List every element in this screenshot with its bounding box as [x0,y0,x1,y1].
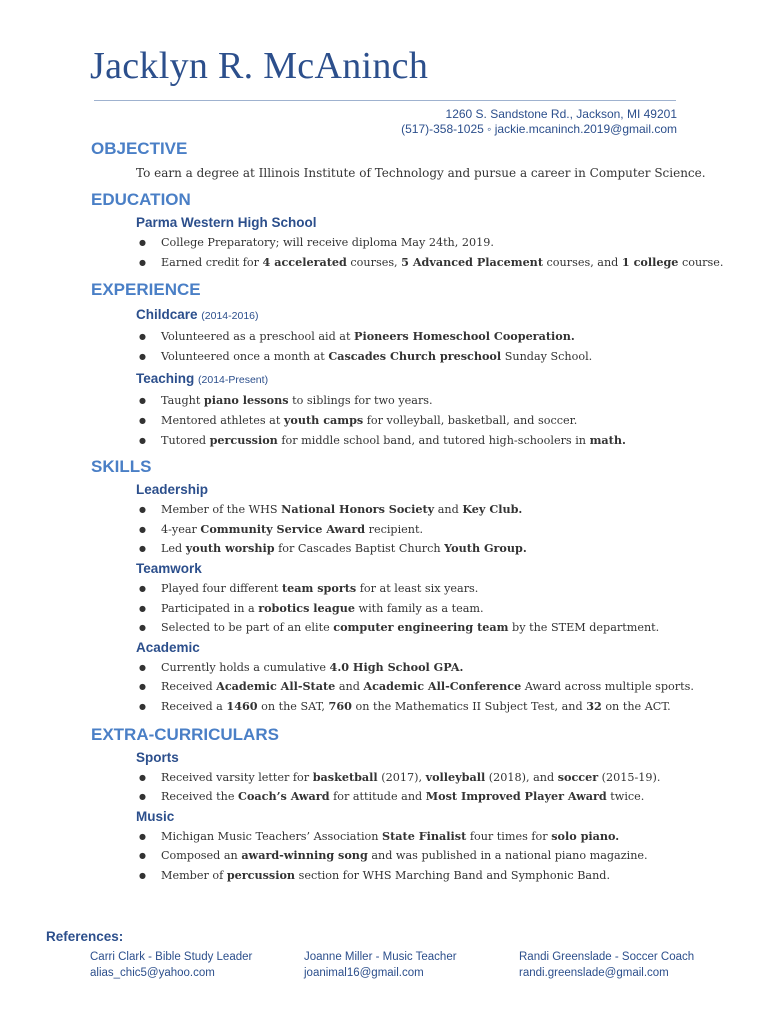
reference-card [519,949,694,981]
list-item: ● College Preparatory; will receive diploma May 24th, 2019. [161,233,711,253]
list-item: ● Participated in a robotics league with family as a team. [161,599,711,619]
school-name: Parma Western High School [136,215,317,230]
references-heading: References: [46,929,124,944]
resume-body [91,138,724,885]
extracurriculars-heading: EXTRA-CURRICULARS [91,724,279,744]
teaching-list [91,391,711,450]
activity-group-music: Music [136,808,175,824]
list-item: ● Tutored percussion for middle school band, and tutored high-schoolers in math. [161,431,711,451]
references-section [46,929,746,979]
list-item: ● Selected to be part of an elite computer engineering team by the STEM department. [161,618,711,638]
objective-heading: OBJECTIVE [91,139,188,158]
job-title-teaching [136,369,711,390]
skills-section [91,456,711,716]
header-divider [94,100,676,101]
reference-name: Carri Clark - Bible Study Leader [90,951,253,963]
list-item: ● Member of the WHS National Honors Society and Key Club. [161,500,711,520]
job-title-childcare [136,305,711,326]
contact-address: 1260 S. Sandstone Rd., Jackson, MI 49201 [445,107,677,121]
sports-list [91,768,711,807]
childcare-list [91,327,711,366]
contact-phone-email: (517)-358-1025 ◦ jackie.mcaninch.2019@gmail.com [401,122,677,136]
reference-name: Joanne Miller - Music Teacher [304,951,457,963]
objective-section [91,138,711,183]
skill-group-leadership: Leadership [136,482,209,498]
skill-group-academic: Academic [136,639,200,655]
leadership-list [91,500,711,559]
list-item: ● Composed an award-winning song and was published in a national piano magazine. [161,846,711,866]
objective-text: To earn a degree at Illinois Institute of Technology and pursue a career in Computer Science. [136,166,706,180]
list-item: ● Received the Coach’s Award for attitude and Most Improved Player Award twice. [161,787,711,807]
reference-email[interactable]: joanimal16@gmail.com [304,967,424,979]
list-item: ● Led youth worship for Cascades Baptist Church Youth Group. [161,539,711,559]
education-list [91,233,724,272]
academic-list [91,658,711,717]
list-item: ● Mentored athletes at youth camps for volleyball, basketball, and soccer. [161,411,711,431]
education-section [91,189,724,272]
list-item: ● Received varsity letter for basketball (2017), volleyball (2018), and soccer (2015-19). [161,768,711,788]
music-list [91,827,711,886]
list-item: ● Received Academic All-State and Academic All-Conference Award across multiple sports. [161,677,711,697]
reference-card [90,949,252,981]
reference-name: Randi Greenslade - Soccer Coach [519,951,695,963]
teamwork-list [91,579,711,638]
skills-heading: SKILLS [91,457,152,477]
list-item: ● Played four different team sports for at least six years. [161,579,711,599]
experience-heading: EXPERIENCE [91,280,201,300]
list-item: ● Michigan Music Teachers’ Association State Finalist four times for solo piano. [161,827,711,847]
education-heading: EDUCATION [91,190,191,209]
list-item: ● 4-year Community Service Award recipient. [161,520,711,540]
job-dates: (2014-Present) [198,374,269,387]
reference-email[interactable]: alias_chic5@yahoo.com [90,967,215,979]
list-item: ● Currently holds a cumulative 4.0 High School GPA. [161,658,711,678]
experience-section [91,279,711,450]
job-dates: (2014-2016) [201,310,259,323]
list-item: ● Received a 1460 on the SAT, 760 on the Mathematics II Subject Test, and 32 on the ACT. [161,697,711,717]
list-item: ● Earned credit for 4 accelerated courses, 5 Advanced Placement courses, and 1 college course. [161,253,711,273]
job-role: Childcare [136,307,198,323]
list-item: ● Taught piano lessons to siblings for two years. [161,391,711,411]
list-item: ● Member of percussion section for WHS Marching Band and Symphonic Band. [161,866,711,886]
job-role: Teaching [136,371,195,387]
extracurriculars-section [91,724,711,886]
activity-group-sports: Sports [136,749,179,765]
contact-info [401,107,677,137]
skill-group-teamwork: Teamwork [136,560,202,576]
list-item: ● Volunteered once a month at Cascades Church preschool Sunday School. [161,347,711,367]
resume-name: Jacklyn R. McAninch [90,45,429,87]
list-item: ● Volunteered as a preschool aid at Pioneers Homeschool Cooperation. [161,327,711,347]
reference-card [304,949,457,981]
reference-email[interactable]: randi.greenslade@gmail.com [519,967,669,979]
